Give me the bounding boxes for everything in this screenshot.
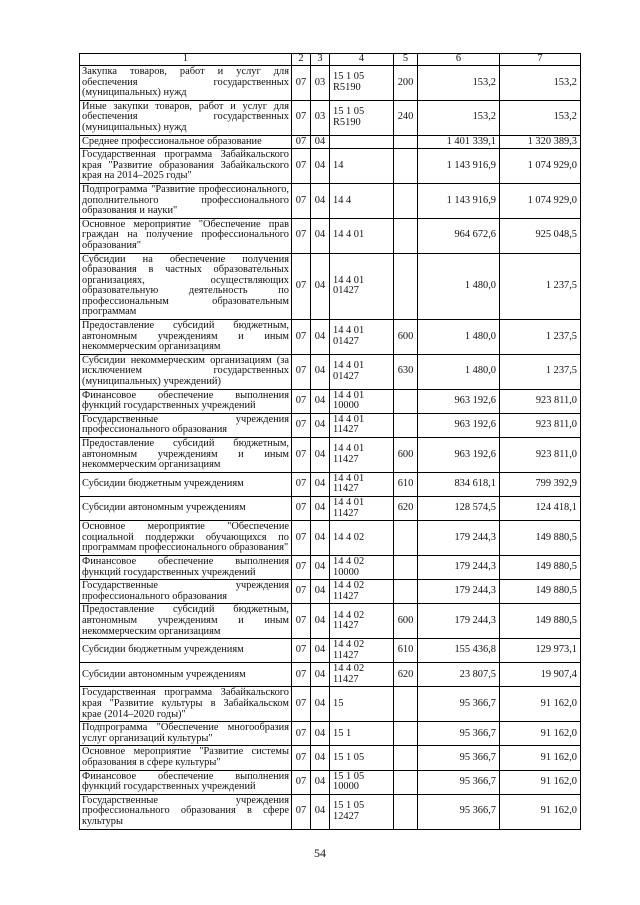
section-code-cell: 07 — [292, 794, 311, 829]
subsection-code-cell: 04 — [311, 320, 330, 355]
section-code-cell: 07 — [292, 183, 311, 218]
row-name-cell: Финансовое обеспечение выполнения функций государственных учреждений — [80, 555, 292, 579]
expense-type-cell — [394, 580, 418, 604]
table-row — [80, 320, 581, 355]
subsection-code-cell: 04 — [311, 183, 330, 218]
section-code-cell: 07 — [292, 663, 311, 687]
target-article-cell: 14 4 01 01427 — [330, 253, 394, 320]
target-article-cell: 14 4 02 11427 — [330, 639, 394, 663]
amount-cell: 128 574,5 — [418, 496, 500, 520]
amount-cell: 155 436,8 — [418, 639, 500, 663]
amount-cell: 149 880,5 — [500, 521, 581, 556]
section-code-cell: 07 — [292, 770, 311, 794]
section-code-cell: 07 — [292, 639, 311, 663]
subsection-code-cell: 04 — [311, 604, 330, 639]
subsection-code-cell: 04 — [311, 794, 330, 829]
row-name-cell: Субсидии автономным учреждениям — [80, 496, 292, 520]
table-row — [80, 794, 581, 829]
target-article-cell: 15 1 05 12427 — [330, 794, 394, 829]
expense-type-cell: 630 — [394, 354, 418, 389]
amount-cell: 149 880,5 — [500, 580, 581, 604]
table-row — [80, 770, 581, 794]
amount-cell: 1 480,0 — [418, 354, 500, 389]
amount-cell: 179 244,3 — [418, 604, 500, 639]
expense-type-cell — [394, 770, 418, 794]
amount-cell: 124 418,1 — [500, 496, 581, 520]
expense-type-cell — [394, 149, 418, 184]
table-row — [80, 438, 581, 473]
amount-cell: 95 366,7 — [418, 770, 500, 794]
subsection-code-cell: 04 — [311, 389, 330, 413]
subsection-code-cell: 04 — [311, 663, 330, 687]
table-row — [80, 687, 581, 722]
row-name-cell: Государственные учреждения профессионального образования в сфере культуры — [80, 794, 292, 829]
subsection-code-cell: 04 — [311, 555, 330, 579]
amount-cell: 95 366,7 — [418, 746, 500, 770]
amount-cell: 925 048,5 — [500, 218, 581, 253]
subsection-code-cell: 04 — [311, 770, 330, 794]
row-name-cell: Субсидии автономным учреждениям — [80, 663, 292, 687]
row-name-cell: Субсидии на обеспечение получения образования в частных образовательных организациях, осуществляющих образовательную деятельность по профессиональным образовательным программам — [80, 253, 292, 320]
row-name-cell: Основное мероприятие "Обеспечение социальной поддержки обучающихся по программам профессионального образования" — [80, 521, 292, 556]
expense-type-cell: 610 — [394, 472, 418, 496]
subsection-code-cell: 04 — [311, 438, 330, 473]
amount-cell: 91 162,0 — [500, 746, 581, 770]
table-row — [80, 66, 581, 101]
column-header: 6 — [418, 54, 500, 66]
row-name-cell: Предоставление субсидий бюджетным, автономным учреждениям и иным некоммерческим организациям — [80, 604, 292, 639]
target-article-cell: 14 4 01 11427 — [330, 438, 394, 473]
target-article-cell — [330, 135, 394, 149]
row-name-cell: Предоставление субсидий бюджетным, автономным учреждениям и иным некоммерческим организациям — [80, 438, 292, 473]
row-name-cell: Государственная программа Забайкальского края "Развитие образования Забайкальского края на 2014–2025 годы" — [80, 149, 292, 184]
target-article-cell: 14 — [330, 149, 394, 184]
amount-cell: 179 244,3 — [418, 521, 500, 556]
table-row — [80, 218, 581, 253]
amount-cell: 799 392,9 — [500, 472, 581, 496]
section-code-cell: 07 — [292, 320, 311, 355]
section-code-cell: 07 — [292, 149, 311, 184]
table-row — [80, 135, 581, 149]
page-number: 54 — [314, 846, 326, 860]
target-article-cell: 14 4 02 — [330, 521, 394, 556]
section-code-cell: 07 — [292, 413, 311, 437]
amount-cell: 923 811,0 — [500, 438, 581, 473]
table-row — [80, 183, 581, 218]
amount-cell: 1 401 339,1 — [418, 135, 500, 149]
amount-cell: 23 807,5 — [418, 663, 500, 687]
target-article-cell: 14 4 01 11427 — [330, 472, 394, 496]
amount-cell: 1 237,5 — [500, 253, 581, 320]
row-name-cell: Финансовое обеспечение выполнения функций государственных учреждений — [80, 770, 292, 794]
target-article-cell: 14 4 01 10000 — [330, 389, 394, 413]
amount-cell: 1 320 389,3 — [500, 135, 581, 149]
target-article-cell: 15 1 05 R5190 — [330, 100, 394, 135]
section-code-cell: 07 — [292, 135, 311, 149]
expense-type-cell — [394, 746, 418, 770]
column-header: 1 — [80, 54, 292, 66]
table-header-row — [80, 54, 581, 66]
target-article-cell: 14 4 02 11427 — [330, 580, 394, 604]
section-code-cell: 07 — [292, 389, 311, 413]
table-row — [80, 604, 581, 639]
amount-cell: 1 237,5 — [500, 320, 581, 355]
amount-cell: 179 244,3 — [418, 580, 500, 604]
target-article-cell: 14 4 02 11427 — [330, 663, 394, 687]
table-row — [80, 663, 581, 687]
section-code-cell: 07 — [292, 100, 311, 135]
table-row — [80, 580, 581, 604]
target-article-cell: 14 4 01 11427 — [330, 413, 394, 437]
expense-type-cell: 620 — [394, 496, 418, 520]
amount-cell: 91 162,0 — [500, 770, 581, 794]
expense-type-cell — [394, 521, 418, 556]
expense-type-cell — [394, 135, 418, 149]
target-article-cell: 14 4 — [330, 183, 394, 218]
target-article-cell: 14 4 02 10000 — [330, 555, 394, 579]
row-name-cell: Субсидии бюджетным учреждениям — [80, 472, 292, 496]
amount-cell: 153,2 — [418, 100, 500, 135]
column-header: 2 — [292, 54, 311, 66]
row-name-cell: Субсидии некоммерческим организациям (за исключением государственных (муниципальных) учреждений) — [80, 354, 292, 389]
expense-type-cell — [394, 722, 418, 746]
target-article-cell: 15 1 05 — [330, 746, 394, 770]
expense-type-cell — [394, 218, 418, 253]
amount-cell: 91 162,0 — [500, 687, 581, 722]
subsection-code-cell: 04 — [311, 521, 330, 556]
subsection-code-cell: 03 — [311, 66, 330, 101]
expense-type-cell: 600 — [394, 604, 418, 639]
subsection-code-cell: 03 — [311, 100, 330, 135]
row-name-cell: Подпрограмма "Развитие профессионального, дополнительного профессионального образования и науки" — [80, 183, 292, 218]
subsection-code-cell: 04 — [311, 253, 330, 320]
amount-cell: 149 880,5 — [500, 555, 581, 579]
amount-cell: 179 244,3 — [418, 555, 500, 579]
table-row — [80, 253, 581, 320]
subsection-code-cell: 04 — [311, 496, 330, 520]
subsection-code-cell: 04 — [311, 149, 330, 184]
row-name-cell: Среднее профессиональное образование — [80, 135, 292, 149]
table-body — [80, 66, 581, 830]
amount-cell: 923 811,0 — [500, 389, 581, 413]
amount-cell: 19 907,4 — [500, 663, 581, 687]
subsection-code-cell: 04 — [311, 722, 330, 746]
expense-type-cell: 200 — [394, 66, 418, 101]
amount-cell: 91 162,0 — [500, 722, 581, 746]
row-name-cell: Подпрограмма "Обеспечение многообразия услуг организаций культуры" — [80, 722, 292, 746]
row-name-cell: Государственные учреждения профессионального образования — [80, 413, 292, 437]
row-name-cell: Субсидии бюджетным учреждениям — [80, 639, 292, 663]
table-row — [80, 722, 581, 746]
section-code-cell: 07 — [292, 722, 311, 746]
amount-cell: 153,2 — [418, 66, 500, 101]
table-row — [80, 389, 581, 413]
target-article-cell: 15 — [330, 687, 394, 722]
amount-cell: 95 366,7 — [418, 794, 500, 829]
subsection-code-cell: 04 — [311, 472, 330, 496]
row-name-cell: Основное мероприятие "Развитие системы образования в сфере культуры" — [80, 746, 292, 770]
row-name-cell: Государственные учреждения профессионального образования — [80, 580, 292, 604]
section-code-cell: 07 — [292, 580, 311, 604]
target-article-cell: 14 4 01 01427 — [330, 354, 394, 389]
amount-cell: 95 366,7 — [418, 687, 500, 722]
subsection-code-cell: 04 — [311, 135, 330, 149]
amount-cell: 1 480,0 — [418, 253, 500, 320]
amount-cell: 963 192,6 — [418, 438, 500, 473]
table-row — [80, 354, 581, 389]
amount-cell: 91 162,0 — [500, 794, 581, 829]
section-code-cell: 07 — [292, 521, 311, 556]
table-row — [80, 639, 581, 663]
amount-cell: 1 074 929,0 — [500, 183, 581, 218]
section-code-cell: 07 — [292, 253, 311, 320]
column-header: 5 — [394, 54, 418, 66]
expense-type-cell: 240 — [394, 100, 418, 135]
expense-type-cell — [394, 389, 418, 413]
amount-cell: 95 366,7 — [418, 722, 500, 746]
subsection-code-cell: 04 — [311, 580, 330, 604]
section-code-cell: 07 — [292, 555, 311, 579]
amount-cell: 1 237,5 — [500, 354, 581, 389]
amount-cell: 153,2 — [500, 66, 581, 101]
subsection-code-cell: 04 — [311, 218, 330, 253]
subsection-code-cell: 04 — [311, 687, 330, 722]
amount-cell: 129 973,1 — [500, 639, 581, 663]
expense-type-cell — [394, 413, 418, 437]
expense-type-cell: 620 — [394, 663, 418, 687]
target-article-cell: 14 4 02 11427 — [330, 604, 394, 639]
expense-type-cell — [394, 555, 418, 579]
amount-cell: 1 143 916,9 — [418, 183, 500, 218]
subsection-code-cell: 04 — [311, 413, 330, 437]
section-code-cell: 07 — [292, 218, 311, 253]
amount-cell: 963 192,6 — [418, 389, 500, 413]
amount-cell: 1 143 916,9 — [418, 149, 500, 184]
subsection-code-cell: 04 — [311, 746, 330, 770]
section-code-cell: 07 — [292, 496, 311, 520]
budget-table — [79, 53, 581, 830]
section-code-cell: 07 — [292, 604, 311, 639]
table-row — [80, 555, 581, 579]
section-code-cell: 07 — [292, 354, 311, 389]
amount-cell: 153,2 — [500, 100, 581, 135]
target-article-cell: 15 1 — [330, 722, 394, 746]
expense-type-cell: 600 — [394, 438, 418, 473]
target-article-cell: 15 1 05 R5190 — [330, 66, 394, 101]
row-name-cell: Предоставление субсидий бюджетным, автономным учреждениям и иным некоммерческим организациям — [80, 320, 292, 355]
subsection-code-cell: 04 — [311, 354, 330, 389]
target-article-cell: 15 1 05 10000 — [330, 770, 394, 794]
amount-cell: 1 480,0 — [418, 320, 500, 355]
column-header: 7 — [500, 54, 581, 66]
table-row — [80, 149, 581, 184]
amount-cell: 149 880,5 — [500, 604, 581, 639]
table-row — [80, 100, 581, 135]
section-code-cell: 07 — [292, 746, 311, 770]
expense-type-cell — [394, 687, 418, 722]
row-name-cell: Основное мероприятие "Обеспечение прав граждан на получение профессионального образования" — [80, 218, 292, 253]
amount-cell: 834 618,1 — [418, 472, 500, 496]
section-code-cell: 07 — [292, 438, 311, 473]
target-article-cell: 14 4 01 — [330, 218, 394, 253]
table-row — [80, 521, 581, 556]
target-article-cell: 14 4 01 11427 — [330, 496, 394, 520]
column-header: 3 — [311, 54, 330, 66]
amount-cell: 1 074 929,0 — [500, 149, 581, 184]
table-row — [80, 496, 581, 520]
section-code-cell: 07 — [292, 472, 311, 496]
row-name-cell: Иные закупки товаров, работ и услуг для обеспечения государственных (муниципальных) нужд — [80, 100, 292, 135]
row-name-cell: Закупка товаров, работ и услуг для обеспечения государственных (муниципальных) нужд — [80, 66, 292, 101]
column-header: 4 — [330, 54, 394, 66]
document-page — [79, 53, 580, 830]
expense-type-cell: 610 — [394, 639, 418, 663]
table-row — [80, 472, 581, 496]
row-name-cell: Финансовое обеспечение выполнения функций государственных учреждений — [80, 389, 292, 413]
target-article-cell: 14 4 01 01427 — [330, 320, 394, 355]
table-row — [80, 413, 581, 437]
expense-type-cell — [394, 794, 418, 829]
table-row — [80, 746, 581, 770]
amount-cell: 923 811,0 — [500, 413, 581, 437]
section-code-cell: 07 — [292, 687, 311, 722]
expense-type-cell: 600 — [394, 320, 418, 355]
expense-type-cell — [394, 253, 418, 320]
expense-type-cell — [394, 183, 418, 218]
section-code-cell: 07 — [292, 66, 311, 101]
row-name-cell: Государственная программа Забайкальского края "Развитие культуры в Забайкальском крае (2014–2020 годы)" — [80, 687, 292, 722]
amount-cell: 964 672,6 — [418, 218, 500, 253]
amount-cell: 963 192,6 — [418, 413, 500, 437]
subsection-code-cell: 04 — [311, 639, 330, 663]
